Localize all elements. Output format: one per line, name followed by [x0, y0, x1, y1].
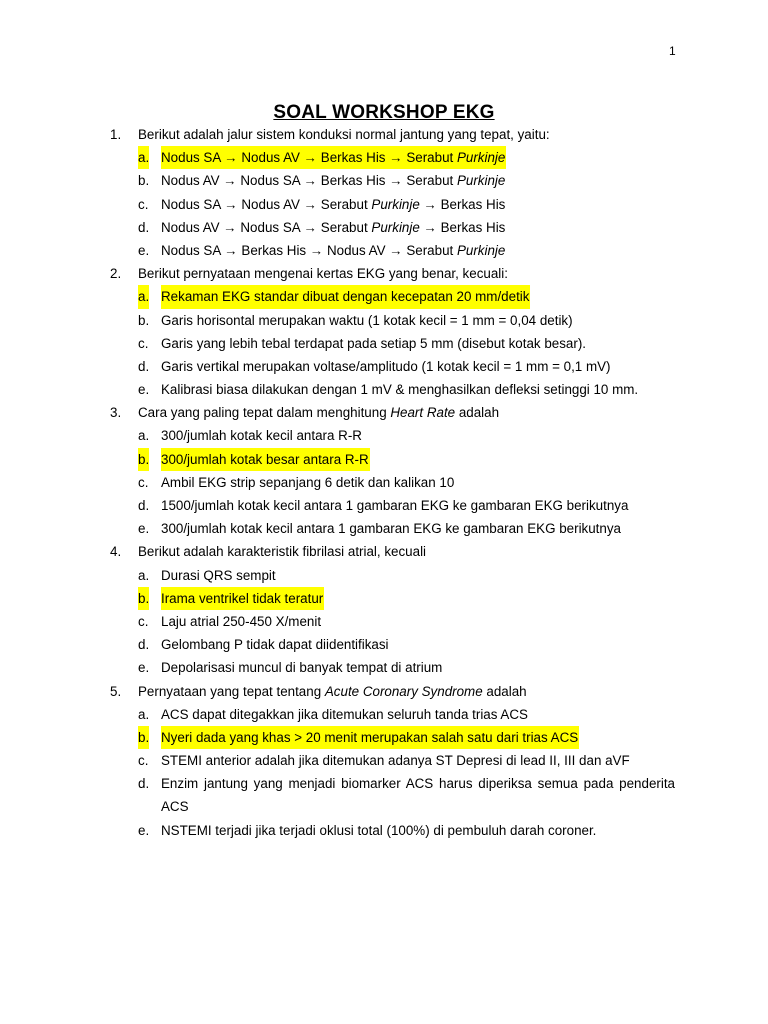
option-letter: e. — [138, 660, 150, 676]
question-text-italic: Acute Coronary Syndrome — [324, 683, 483, 699]
option-letter: c. — [138, 335, 149, 351]
option-text-part: Ambil EKG strip sepanjang 6 detik dan kalikan 10 — [161, 474, 455, 490]
option-text — [161, 471, 454, 494]
option-text-part: Rekaman EKG standar dibuat dengan kecepatan 20 mm/detik — [161, 289, 530, 305]
option-text-part: Laju atrial 250-450 X/menit — [161, 613, 322, 629]
option-text-part: Depolarisasi muncul di banyak tempat di atrium — [161, 660, 443, 676]
answer-option — [0, 309, 768, 332]
question-number: 1. — [110, 127, 122, 142]
option-letter: e. — [138, 382, 150, 398]
answer-option-correct — [0, 146, 768, 169]
option-letter: a. — [138, 567, 150, 583]
answer-option — [0, 355, 768, 378]
option-text-part: Kalibrasi biasa dilakukan dengan 1 mV & menghasilkan defleksi setinggi 10 mm. — [161, 382, 639, 398]
option-text-italic: Purkinje — [456, 150, 506, 166]
option-text-italic: Purkinje — [456, 173, 506, 189]
option-letter: d. — [138, 498, 150, 513]
option-text-part: Nodus SA → Nodus AV → Berkas His → Serabut — [161, 150, 457, 166]
option-text-part: 300/jumlah kotak kecil antara 1 gambaran EKG ke gambaran EKG berikutnya — [161, 521, 621, 537]
option-letter: e. — [138, 822, 150, 838]
option-letter: b. — [138, 726, 149, 749]
option-letter: a. — [138, 428, 150, 444]
answer-option — [0, 819, 768, 842]
question-text — [138, 680, 527, 703]
option-text-part: Garis vertikal merupakan voltase/amplitudo (1 kotak kecil = 1 mm = 0,1 mV) — [161, 358, 611, 374]
option-text-italic: Purkinje — [371, 219, 420, 235]
question-text — [138, 401, 499, 424]
option-text-part: Nyeri dada yang khas > 20 menit merupakan salah satu dari trias ACS — [161, 729, 579, 745]
answer-option — [0, 424, 768, 447]
option-text-part: 1500/jumlah kotak kecil antara 1 gambaran EKG ke gambaran EKG berikutnya — [161, 498, 629, 513]
answer-option-correct — [0, 285, 768, 308]
answer-option — [0, 216, 768, 239]
option-text — [161, 587, 324, 610]
question-text-part: Berikut pernyataan mengenai kertas EKG yang benar, kecuali: — [138, 266, 508, 282]
option-letter: c. — [138, 613, 149, 629]
option-letter: c. — [138, 753, 149, 769]
option-text — [161, 610, 321, 633]
question-row — [0, 680, 768, 703]
option-text — [161, 216, 505, 239]
option-letter: e. — [138, 242, 150, 258]
option-text-italic: Purkinje — [456, 242, 506, 258]
answer-option — [0, 633, 768, 656]
option-text — [161, 633, 389, 656]
option-text — [161, 332, 586, 355]
answer-option — [0, 772, 768, 818]
option-text-part: Durasi QRS sempit — [161, 567, 276, 583]
option-text-part: Garis horisontal merupakan waktu (1 kotak kecil = 1 mm = 0,04 detik) — [161, 312, 573, 328]
question-text-part: Berikut adalah jalur sistem konduksi normal jantung yang tepat, yaitu: — [138, 127, 550, 142]
answer-option-correct — [0, 726, 768, 749]
option-text — [161, 564, 276, 587]
answer-option — [0, 517, 768, 540]
option-letter: a. — [138, 285, 149, 308]
option-text-part: Garis yang lebih tebal terdapat pada setiap 5 mm (disebut kotak besar). — [161, 335, 587, 351]
option-text-italic: Purkinje — [371, 196, 420, 212]
answer-option — [0, 332, 768, 355]
option-text — [161, 169, 505, 192]
page-title: SOAL WORKSHOP EKG — [273, 102, 495, 123]
option-text — [161, 772, 675, 818]
answer-option — [0, 378, 768, 401]
option-text-part: Nodus AV → Nodus SA → Serabut — [161, 219, 372, 235]
option-text — [161, 703, 528, 726]
option-text — [161, 749, 630, 772]
option-letter: c. — [138, 474, 149, 490]
option-text-part: Nodus AV → Nodus SA → Berkas His → Serabut — [161, 173, 457, 189]
question-text — [138, 540, 426, 563]
option-text-part: Gelombang P tidak dapat diidentifikasi — [161, 637, 389, 653]
option-text — [161, 355, 611, 378]
option-letter: b. — [138, 312, 150, 328]
option-text-part: Nodus SA → Berkas His → Nodus AV → Serabut — [161, 242, 457, 258]
question-text-part: adalah — [455, 405, 500, 421]
option-letter: d. — [138, 358, 150, 374]
option-letter: a. — [138, 706, 150, 722]
answer-option-correct — [0, 587, 768, 610]
answer-option — [0, 610, 768, 633]
option-text — [161, 239, 505, 262]
answer-option — [0, 193, 768, 216]
option-text — [161, 517, 621, 540]
answer-option-correct — [0, 448, 768, 471]
answer-option — [0, 749, 768, 772]
option-text — [161, 656, 442, 679]
answer-option — [0, 494, 768, 517]
question-row — [0, 540, 768, 563]
answer-option — [0, 471, 768, 494]
option-text-part: ACS dapat ditegakkan jika ditemukan seluruh tanda trias ACS — [161, 706, 528, 722]
option-text — [161, 146, 506, 169]
option-letter: d. — [138, 637, 150, 653]
option-text-part: NSTEMI terjadi jika terjadi oklusi total (100%) di pembuluh darah coroner. — [161, 822, 597, 838]
answer-option — [0, 169, 768, 192]
option-text — [161, 193, 505, 216]
option-text — [161, 494, 628, 517]
question-row — [0, 401, 768, 424]
option-letter: e. — [138, 521, 150, 537]
option-text-part: Enzim jantung yang menjadi biomarker ACS harus diperiksa semua pada penderita ACS — [161, 776, 675, 815]
option-text-part: → Berkas His — [419, 219, 506, 235]
question-row — [0, 123, 768, 146]
option-text — [161, 378, 638, 401]
answer-option — [0, 703, 768, 726]
option-text — [161, 819, 596, 842]
question-number: 4. — [110, 544, 122, 560]
option-letter: b. — [138, 587, 149, 610]
answer-option — [0, 564, 768, 587]
option-letter: d. — [138, 219, 150, 235]
question-text-italic: Heart Rate — [390, 405, 456, 421]
option-letter: c. — [138, 196, 149, 212]
question-number: 5. — [110, 683, 122, 699]
question-text-part: Cara yang paling tepat dalam menghitung — [138, 405, 391, 421]
option-text-part: Irama ventrikel tidak teratur — [161, 590, 324, 606]
option-text-part: 300/jumlah kotak kecil antara R-R — [161, 428, 362, 444]
option-text — [161, 424, 362, 447]
option-text — [161, 726, 579, 749]
option-text — [161, 448, 370, 471]
option-text — [161, 309, 573, 332]
answer-option — [0, 239, 768, 262]
option-letter: a. — [138, 146, 149, 169]
option-text-part: → Berkas His — [419, 196, 506, 212]
option-letter: b. — [138, 173, 150, 189]
option-letter: d. — [138, 776, 150, 792]
option-text-part: 300/jumlah kotak besar antara R-R — [161, 451, 369, 467]
question-text — [138, 123, 550, 146]
question-text-part: Berikut adalah karakteristik fibrilasi atrial, kecuali — [138, 544, 427, 560]
option-text-part: STEMI anterior adalah jika ditemukan adanya ST Depresi di lead II, III dan aVF — [161, 753, 630, 769]
page-number: 1 — [669, 44, 676, 58]
question-number: 2. — [110, 266, 122, 282]
question-list — [0, 123, 768, 842]
question-number: 3. — [110, 405, 122, 421]
question-row — [0, 262, 768, 285]
answer-option — [0, 656, 768, 679]
option-letter: b. — [138, 448, 149, 471]
question-text-part: adalah — [482, 683, 527, 699]
question-text-part: Pernyataan yang tepat tentang — [138, 683, 325, 699]
option-text — [161, 285, 530, 308]
option-text-part: Nodus SA → Nodus AV → Serabut — [161, 196, 372, 212]
question-text — [138, 262, 508, 285]
